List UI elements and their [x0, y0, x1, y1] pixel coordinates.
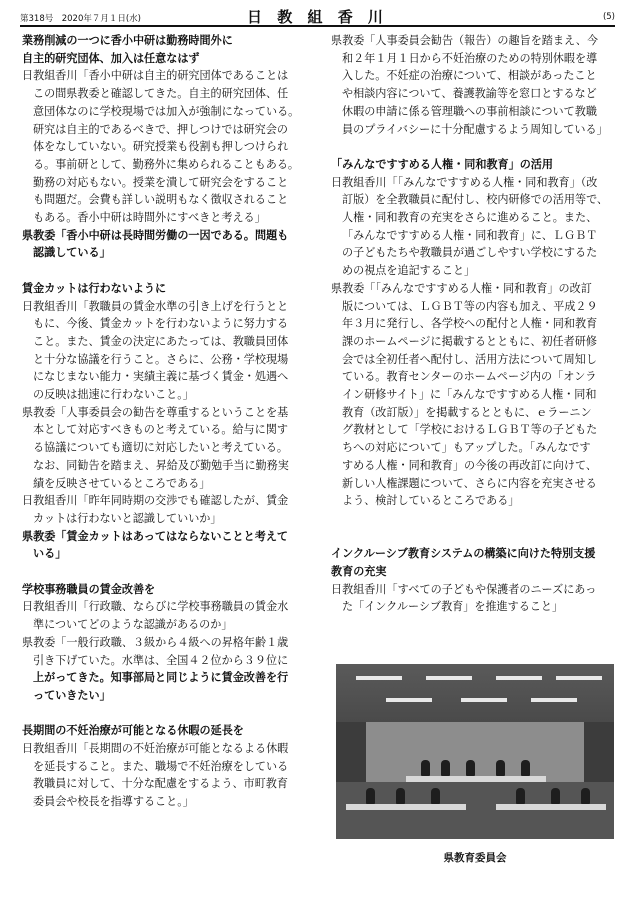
text-line: 版については、ＬＧＢＴ等の内容も加え、平成２９: [342, 299, 598, 313]
photo-wall: [366, 722, 584, 782]
photo-floor: [336, 782, 614, 839]
text-line: 上がってきた。知事部局と同じように賃金改善を行: [33, 671, 289, 685]
ceiling-light: [356, 676, 402, 680]
text-line: も問題だ。会費も詳しい説明もなく徴収されること: [33, 193, 289, 207]
text-line: の子どもたちや教職員が過ごしやすい学校にするた: [342, 246, 598, 260]
text-line: と十分な協議を行うこと。さらに、公務・学校現場: [33, 352, 289, 366]
text-line: 県教委「香小中研は長時間労働の一因である。問題も: [22, 228, 289, 242]
text-line: 本として対応すべきものと考えている。給与に関す: [33, 423, 288, 437]
photo-table: [346, 804, 466, 810]
photo-person: [551, 788, 560, 804]
text-line: になじまない能力・実績主義に基づく賃金・処遇へ: [33, 370, 289, 384]
spacer: [331, 138, 623, 156]
section-heading: 長期間の不妊治療が可能となる休暇の延長を: [22, 724, 244, 738]
section-heading: 学校事務職員の賃金改善を: [22, 582, 156, 596]
text-line: ちへの対応について」もアップした。「みんなです: [342, 441, 591, 455]
ceiling-light: [461, 698, 507, 702]
text-line: よう、検討しているところである」: [342, 494, 520, 508]
text-line: 日教組香川「すべての子どもや保護者のニーズにあっ: [331, 582, 597, 596]
photo-person: [466, 760, 475, 776]
ceiling-light: [426, 676, 472, 680]
photo-caption: 県教育委員会: [443, 852, 507, 864]
text-line: 意団体なのに学校現場では加入が強制になっている。: [33, 104, 300, 118]
text-line: 員のプライバシーに十分配慮するよう周知している」: [342, 122, 608, 136]
right-column: [331, 32, 623, 616]
text-line: もある。香小中研は時間外にすべきと考える」: [33, 211, 266, 225]
text-line: 県教委「「みんなですすめる人権・同和教育」の改訂: [331, 281, 592, 295]
text-line: 日教組香川「長期間の不妊治療が可能となるよる休暇: [22, 742, 289, 756]
photo-table: [406, 776, 546, 782]
text-line: 引き下げていた。水準は、全国４２位から３９位に: [33, 653, 289, 667]
text-line: 入した。不妊症の治療について、相談があったこと: [342, 69, 597, 83]
text-line: カットは行わないと認識していいか」: [33, 511, 222, 525]
text-line: ている。教育センターのホームページ内の「オンラ: [342, 370, 597, 384]
ceiling-light: [531, 698, 577, 702]
masthead: [20, 5, 615, 27]
photo-person: [496, 760, 505, 776]
photo-table: [496, 804, 606, 810]
spacer: [22, 705, 314, 723]
issue-date: 第318号 2020年７月１日(水): [20, 14, 141, 24]
text-line: 年３月に発行し、各学校への配付と人権・同和教育: [342, 317, 598, 331]
spacer: [22, 262, 314, 280]
text-line: イン研修サイト」に「みんなですすめる人権・同和: [342, 388, 597, 402]
text-line: もに、今後、賃金カットを行わないように努力する: [33, 317, 289, 331]
spacer: [22, 563, 314, 581]
text-line: 日教組香川「行政職、ならびに学校事務職員の賃金水: [22, 600, 289, 614]
section-heading: 賃金カットは行わないように: [22, 281, 167, 295]
text-line: る協議についても適切に対応したいと考えている。: [33, 441, 288, 455]
photo-person: [431, 788, 440, 804]
ceiling-light: [496, 676, 542, 680]
text-line: 教育（改訂版）」を掲載するとともに、ｅラーニン: [342, 405, 592, 419]
spacer: [331, 528, 623, 546]
page-number: (5): [602, 12, 615, 22]
text-line: 県教委「人事委員会勧告（報告）の趣旨を踏まえ、今: [331, 34, 598, 47]
section-heading: インクルーシブ教育システムの構築に向けた特別支援: [331, 547, 596, 561]
photo-person: [396, 788, 405, 804]
text-line: 委員会や校長を指導すること。」: [33, 795, 194, 809]
text-line: 研究は自主的であるべきで、押しつけでは研究会の: [33, 122, 288, 136]
text-line: 新しい人権課題について、さらに内容を充実させる: [342, 476, 597, 490]
text-line: 績を反映させているところである」: [33, 476, 211, 490]
photo-person: [521, 760, 530, 776]
text-line: 日教組香川「昨年同時期の交渉でも確認したが、賃金: [22, 494, 289, 508]
text-line: いる」: [33, 547, 67, 561]
text-line: 訂版）を全教職員に配付し、校内研修での活用等で、: [342, 193, 609, 207]
text-line: を延長すること。また、職場で不妊治療をしている: [33, 759, 289, 773]
spacer: [331, 510, 623, 528]
text-line: グ教材として「学校におけるＬＧＢＴ等の子どもた: [342, 423, 598, 437]
text-line: なお、同勧告を踏まえ、昇給及び勤勉手当に勤務実: [33, 458, 289, 472]
text-line: すめる人権・同和教育」の今後の再改訂に向けて、: [342, 458, 597, 472]
photo-person: [366, 788, 375, 804]
text-line: っていきたい」: [33, 688, 111, 702]
text-line: 教職員に対して、十分な配慮をするよう、市町教育: [33, 777, 288, 791]
ceiling-light: [556, 676, 602, 680]
text-line: 日教組香川「「みんなですすめる人権・同和教育」（改: [331, 175, 598, 189]
text-line: 日教組香川「教職員の賃金水準の引き上げを行うとと: [22, 299, 289, 313]
section-heading: 業務削減の一つに香小中研は勤務時間外に: [22, 34, 233, 47]
text-line: 「みんなですすめる人権・同和教育」に、ＬＧＢＴ: [342, 228, 598, 242]
section-heading: 自主的研究団体、加入は任意なはず: [22, 51, 200, 65]
meeting-photo: [336, 664, 614, 839]
text-line: 日教組香川「香小中研は自主的研究団体であることは: [22, 69, 289, 83]
text-line: こと。また、賃金の決定にあたっては、教職員団体: [33, 334, 289, 348]
text-line: 準についてどのような認識があるのか」: [33, 618, 233, 632]
text-line: めの視点を追記すること」: [342, 264, 476, 278]
text-line: や相談内容について、養護教諭等を窓口とするなど: [342, 87, 597, 101]
text-line: 和２年１月１日から不妊治療のための特別休暇を導: [342, 51, 598, 65]
text-line: 県教委「人事委員会の勧告を尊重するということを基: [22, 405, 289, 419]
text-line: る。事前研として、勤務外に集められることもある。: [33, 157, 300, 171]
ceiling-light: [386, 698, 432, 702]
text-line: 県教委「一般行政職、３級から４級への昇格年齢１歳: [22, 635, 289, 649]
text-line: この間県教委と確認してきた。自主的研究団体、任: [33, 87, 289, 101]
photo-person: [421, 760, 430, 776]
text-line: 会では全初任者へ配付し、活用方法について周知し: [342, 352, 597, 366]
text-line: 課のホームページに掲載するとともに、初任者研修: [342, 334, 597, 348]
text-line: 体をなしていない。研究授業も役割も押しつけられ: [33, 140, 289, 154]
photo-person: [441, 760, 450, 776]
section-heading: 「みんなですすめる人権・同和教育」の活用: [331, 157, 553, 171]
text-line: 休暇の申請に係る管理職への事前相談について教職: [342, 104, 597, 118]
text-line: 人権・同和教育の充実をさらに進めること。また、: [342, 211, 598, 225]
photo-ceiling: [336, 664, 614, 722]
text-line: 県教委「賃金カットはあってはならないことと考えて: [22, 529, 289, 543]
newsletter-title: 日 教 組 香 川: [247, 8, 388, 26]
photo-person: [581, 788, 590, 804]
section-heading: 教育の充実: [331, 565, 387, 579]
text-line: 認識している」: [33, 246, 111, 260]
photo-person: [516, 788, 525, 804]
text-line: た「インクルーシブ教育」を推進すること」: [342, 600, 564, 614]
left-column: [22, 32, 314, 811]
text-line: の反映は拙速に行わないこと。」: [33, 388, 194, 402]
text-line: 勤務の対応もない。授業を潰して研究会をすること: [33, 175, 289, 189]
